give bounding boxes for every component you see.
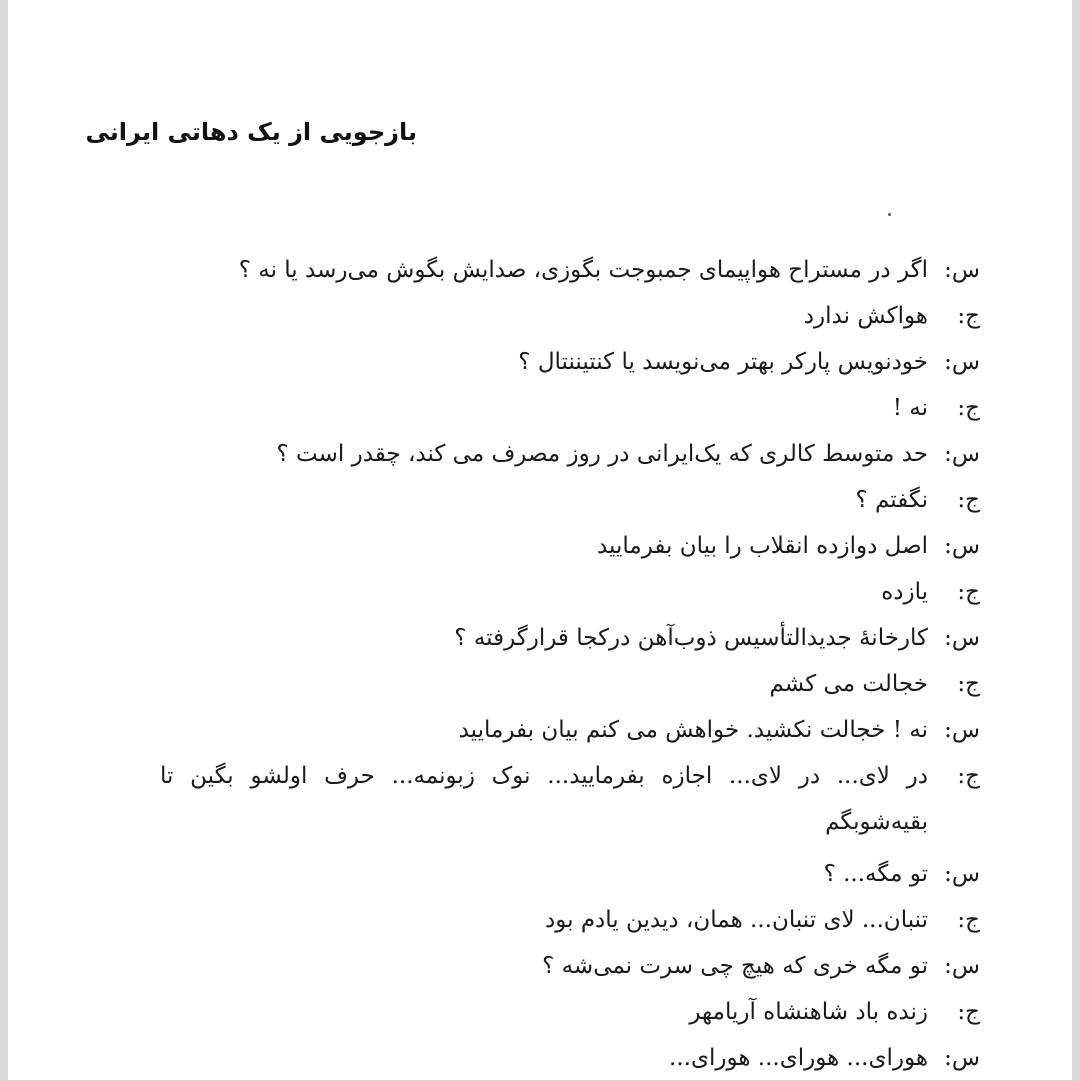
dialogue-text: اگر در مستراح هواپیمای جمبوجت بگوزی، صدایش بگوش می‌رسد یا نه ؟	[238, 257, 928, 283]
dialogue-line	[160, 943, 980, 989]
dialogue-text: خجالت می کشم	[769, 671, 928, 697]
dialogue-text: در لای... در لای... اجازه بفرمایید... نوک زبونمه... حرف اولشو بگین تا بقیه‌شوبگم	[160, 763, 928, 835]
speaker-label: س:	[944, 441, 980, 467]
speaker-label: ج:	[957, 395, 980, 421]
speaker-label: ج:	[957, 579, 980, 605]
dialogue-line	[160, 989, 980, 1035]
speaker-label: س:	[944, 625, 980, 651]
dialogue-text: نه ! خجالت نکشید. خواهش می کنم بیان بفرمایید	[458, 717, 928, 743]
document-title: بازجویی از یک دهاتی ایرانی	[85, 118, 417, 146]
speaker-label: ج:	[957, 303, 980, 329]
dialogue-text: حد متوسط کالری که یک‌ایرانی در روز مصرف می کند، چقدر است ؟	[276, 441, 928, 467]
speaker-label: ج:	[957, 671, 980, 697]
dialogue-line	[160, 851, 980, 897]
dialogue-line	[160, 753, 980, 851]
dialogue-text: کارخانهٔ جدیدالتأسیس ذوب‌آهن درکجا قرارگرفته ؟	[454, 625, 928, 651]
dialogue-line	[160, 707, 980, 753]
dialogue-text: تو مگه خری که هیچ چی سرت نمی‌شه ؟	[542, 953, 928, 979]
speaker-label: س:	[944, 349, 980, 375]
ink-speck	[888, 213, 891, 216]
dialogue-text: تو مگه... ؟	[823, 861, 928, 887]
dialogue-line	[160, 661, 980, 707]
speaker-label: س:	[944, 1045, 980, 1071]
dialogue-text: خودنویس پارکر بهتر می‌نویسد یا کنتیننتال ؟	[518, 349, 928, 375]
speaker-label: ج:	[957, 999, 980, 1025]
speaker-label: ج:	[957, 487, 980, 513]
dialogue-line	[160, 569, 980, 615]
dialogue-line	[160, 339, 980, 385]
speaker-label: ج:	[957, 907, 980, 933]
document-page	[8, 0, 1072, 1080]
dialogue-line	[160, 615, 980, 661]
dialogue-text: نگفتم ؟	[855, 487, 928, 513]
dialogue-text: اصل دوازده انقلاب را بیان بفرمایید	[596, 533, 928, 559]
dialogue-line	[160, 431, 980, 477]
speaker-label: ج:	[957, 763, 980, 789]
dialogue-text: هورای... هورای... هورای...	[669, 1045, 928, 1071]
speaker-label: س:	[944, 953, 980, 979]
dialogue-line	[160, 293, 980, 339]
interrogation-dialogue	[160, 247, 980, 1081]
dialogue-line	[160, 385, 980, 431]
dialogue-text: یازده	[881, 579, 928, 605]
dialogue-text: هواکش ندارد	[803, 303, 928, 329]
dialogue-line	[160, 523, 980, 569]
speaker-label: س:	[944, 861, 980, 887]
dialogue-line	[160, 477, 980, 523]
dialogue-text: زنده باد شاهنشاه آریامهر	[689, 999, 928, 1025]
dialogue-line	[160, 897, 980, 943]
dialogue-line	[160, 247, 980, 293]
dialogue-text: تنبان... لای تنبان... همان، دیدین یادم بود	[544, 907, 928, 933]
speaker-label: س:	[944, 533, 980, 559]
dialogue-text: نه !	[892, 395, 928, 421]
dialogue-line	[160, 1035, 980, 1081]
speaker-label: س:	[944, 257, 980, 283]
speaker-label: س:	[944, 717, 980, 743]
